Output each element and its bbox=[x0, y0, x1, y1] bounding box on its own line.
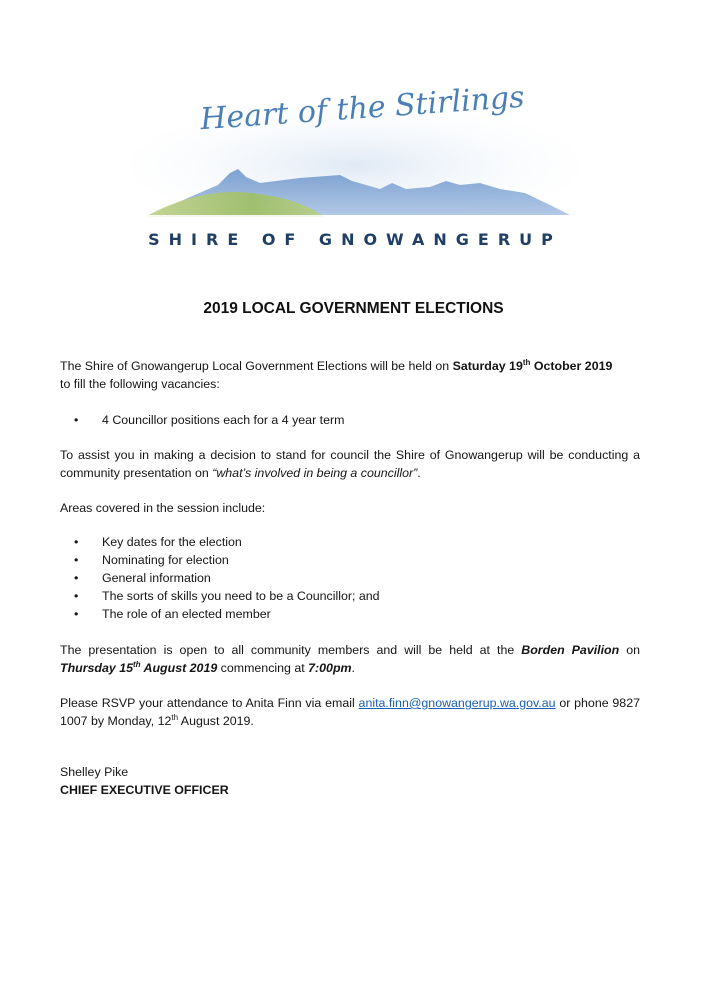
assist-quote: “what’s involved in being a councillor” bbox=[212, 466, 418, 480]
rsvp-text: Please RSVP your attendance to Anita Finn via email bbox=[60, 696, 359, 710]
presentation-paragraph bbox=[60, 641, 640, 677]
rsvp-paragraph bbox=[60, 694, 640, 730]
vacancies-list bbox=[60, 411, 344, 429]
election-date-rest: October 2019 bbox=[530, 359, 613, 373]
list-item-text: The role of an elected member bbox=[102, 607, 271, 621]
assist-paragraph bbox=[60, 446, 640, 482]
list-item-text: The sorts of skills you need to be a Councillor; and bbox=[102, 589, 380, 603]
election-date-day: Saturday 19 bbox=[452, 359, 523, 373]
presentation-text-on: on bbox=[619, 643, 640, 657]
email-link[interactable]: anita.finn@gnowangerup.wa.gov.au bbox=[358, 696, 556, 710]
list-item bbox=[60, 533, 380, 551]
areas-heading: Areas covered in the session include: bbox=[60, 501, 266, 515]
assist-text: To assist you in making a decision to stand for council the Shire of Gnowangerup will be conducting a community presentation on bbox=[60, 448, 640, 480]
intro-paragraph bbox=[60, 357, 640, 393]
intro-text: The Shire of Gnowangerup Local Government Elections will be held on bbox=[60, 359, 453, 373]
signature-name: Shelley Pike bbox=[60, 765, 129, 779]
presentation-date-rest: August 2019 bbox=[140, 661, 218, 675]
assist-text-end: . bbox=[417, 466, 421, 480]
presentation-text: The presentation is open to all community members and will be held at the bbox=[60, 643, 522, 657]
rsvp-phone-text: or phone 9827 1007 by Monday, 12 bbox=[60, 696, 640, 728]
bullet-icon: • bbox=[74, 571, 79, 585]
intro-text-after: to fill the following vacancies: bbox=[60, 377, 220, 391]
list-item bbox=[60, 587, 380, 605]
list-item bbox=[60, 569, 380, 587]
date-suffix: th bbox=[171, 712, 179, 722]
logo-script-text: Heart of the Stirlings bbox=[199, 79, 526, 138]
shire-name: SHIRE OF GNOWANGERUP bbox=[148, 230, 562, 249]
list-item-text: Nominating for election bbox=[102, 553, 229, 567]
venue: Borden Pavilion bbox=[521, 643, 620, 657]
presentation-text-commencing: commencing at bbox=[217, 661, 309, 675]
rsvp-text-end: August 2019. bbox=[178, 714, 254, 728]
signature-position: CHIEF EXECUTIVE OFFICER bbox=[60, 783, 229, 797]
list-item-text: General information bbox=[102, 571, 211, 585]
bullet-icon: • bbox=[74, 535, 79, 549]
presentation-time: 7:00pm bbox=[308, 661, 352, 675]
date-suffix: th bbox=[522, 357, 531, 367]
list-item bbox=[60, 605, 380, 623]
shire-logo bbox=[130, 79, 580, 260]
list-item-text: Key dates for the election bbox=[102, 535, 242, 549]
list-item bbox=[60, 411, 344, 429]
bullet-icon: • bbox=[74, 553, 79, 567]
presentation-date-day: Thursday 15 bbox=[60, 661, 133, 675]
areas-list bbox=[60, 533, 380, 623]
bullet-icon: • bbox=[74, 607, 79, 621]
bullet-icon: • bbox=[74, 413, 79, 427]
date-suffix: th bbox=[133, 659, 141, 669]
list-item-text: 4 Councillor positions each for a 4 year term bbox=[102, 413, 345, 427]
bullet-icon: • bbox=[74, 589, 79, 603]
presentation-text-end: . bbox=[351, 661, 355, 675]
document-title: 2019 LOCAL GOVERNMENT ELECTIONS bbox=[203, 300, 504, 317]
list-item bbox=[60, 551, 380, 569]
